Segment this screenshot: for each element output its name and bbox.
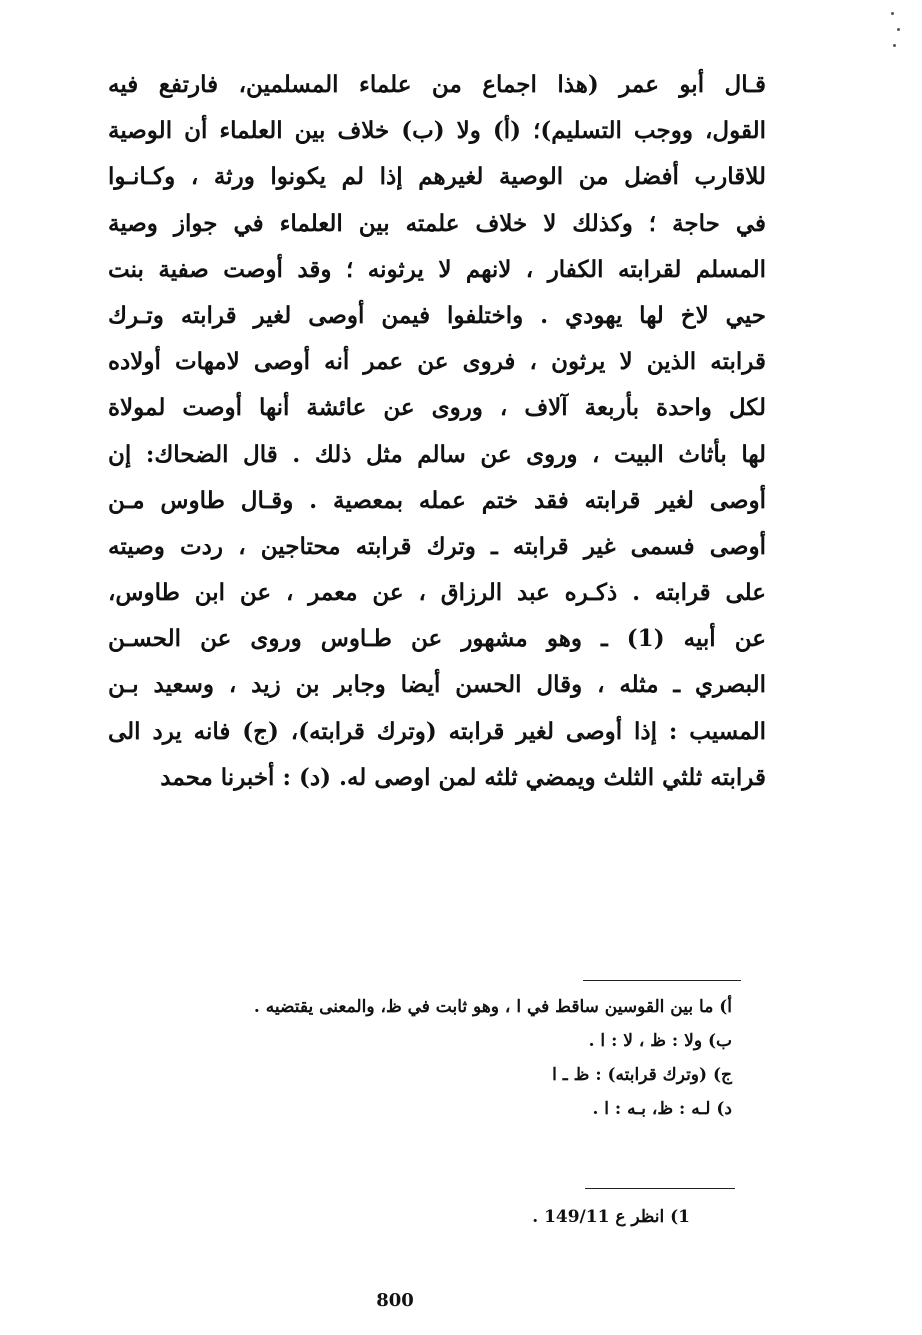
main-text-line: للاقارب أفضل من الوصية لغيرهم إذا لم يكونوا ورثة ، وكـانـوا <box>108 163 766 191</box>
main-text-line: قرابته الذين لا يرثون ، فروى عن عمر أنه أوصى لامهات أولاده <box>108 348 766 376</box>
reference-footnote: 1) انظر ع 149/11 . <box>532 1207 690 1227</box>
main-text-line: المسيب : إذا أوصى لغير قرابته (وترك قرابته)، (ج) فانه يرد الى <box>108 717 766 745</box>
main-text-line: لكل واحدة بأربعة آلاف ، وروى عن عائشة أنها أوصت لمولاة <box>108 394 766 422</box>
variant-footnote: ب) ولا : ظ ، لا : ا . <box>588 1031 732 1051</box>
main-text-block <box>108 62 766 802</box>
main-text-line: البصري ـ مثله ، وقال الحسن أيضا وجابر بن زيد ، وسعيد بـن <box>108 671 766 699</box>
main-text-line: على قرابته . ذكـره عبد الرزاق ، عن معمر ، عن ابن طاوس، <box>108 579 766 607</box>
variant-footnote: د) لـه : ظ، بـه : ا . <box>592 1099 732 1119</box>
scan-speck <box>893 44 896 47</box>
main-text-line: المسلم لقرابته الكفار ، لانهم لا يرثونه ؛ وقد أوصت صفية بنت <box>108 255 766 283</box>
variant-footnote: ج) (وترك قرابته) : ظ ـ ا <box>552 1065 732 1085</box>
main-text-line: أوصى فسمى غير قرابته ـ وترك قرابته محتاجين ، ردت وصيته <box>108 532 766 560</box>
variant-footnotes <box>112 990 732 1126</box>
reference-footnotes <box>290 1200 690 1234</box>
main-text-line: قـال أبو عمر (هذا اجماع من علماء المسلمين، فارتفع فيه <box>108 71 766 98</box>
scan-speck <box>897 28 900 31</box>
main-text-line: عن أبيه (1) ـ وهو مشهور عن طـاوس وروى عن الحسـن <box>108 625 766 653</box>
main-text-line: حيي لاخ لها يهودي . واختلفوا فيمن أوصى لغير قرابته وتـرك <box>108 301 766 329</box>
main-text-line: لها بأثاث البيت ، وروى عن سالم مثل ذلك . قال الضحاك: إن <box>108 440 766 468</box>
reference-separator-rule <box>585 1188 735 1189</box>
main-text-line: في حاجة ؛ وكذلك لا خلاف علمته بين العلماء في جواز وصية <box>108 209 766 237</box>
footnote-separator-rule <box>583 980 741 981</box>
scan-speck <box>891 12 894 15</box>
main-text-line: أوصى لغير قرابته فقد ختم عمله بمعصية . وقـال طاوس مـن <box>108 486 766 514</box>
variant-footnote: أ) ما بين القوسين ساقط في ا ، وهو ثابت في ظ، والمعنى يقتضيه . <box>253 997 732 1017</box>
main-text-line: القول، ووجب التسليم)؛ (أ) ولا (ب) خلاف بين العلماء أن الوصية <box>108 117 766 145</box>
page-number: 800 <box>376 1290 414 1311</box>
main-text-line: قرابته ثلثي الثلث ويمضي ثلثه لمن اوصى له. (د) : أخبرنا محمد <box>160 763 766 791</box>
